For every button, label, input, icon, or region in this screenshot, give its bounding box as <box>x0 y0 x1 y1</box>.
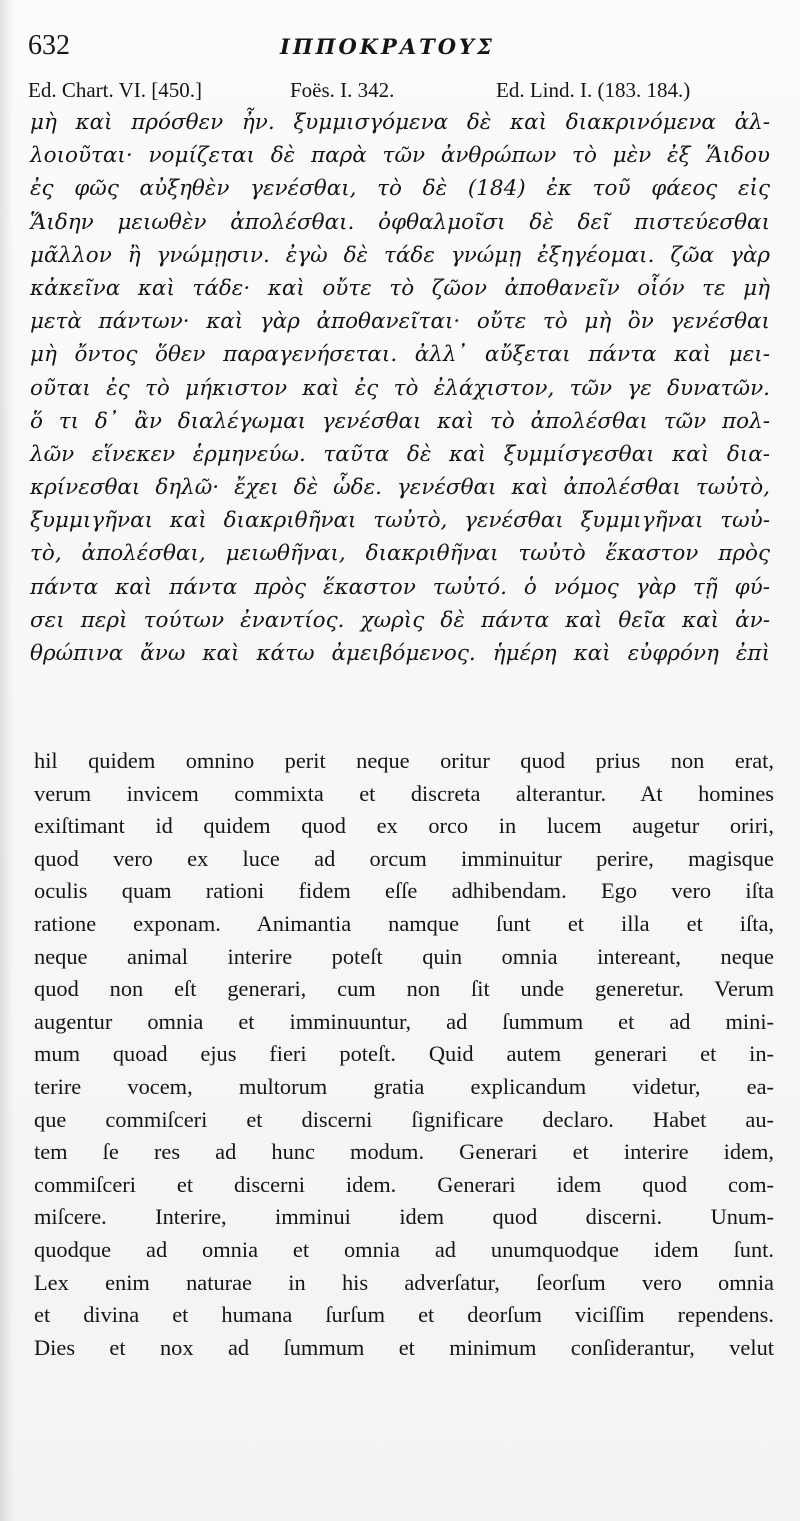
latin-text-line: ratione exponam. Animantia namque ſunt et illa et iſta, <box>34 910 774 936</box>
greek-text-line: πάντα καὶ πάντα πρὸς ἕκαστον τωὐτό. ὁ νόμος γὰρ τῇ φύ- <box>30 574 770 600</box>
greek-text-line: ὅ τι δ᾽ ἂν διαλέγωμαι γενέσθαι καὶ τὸ ἀπολέσθαι τῶν πολ- <box>30 408 770 434</box>
latin-text-line: commiſceri et discerni idem. Generari idem quod com- <box>34 1171 774 1197</box>
edition-linden: Ed. Lind. I. (183. 184.) <box>496 78 691 102</box>
greek-text-line: τὸ, ἀπολέσθαι, μειωθῆναι, διακριθῆναι τωὐτὸ ἕκαστον πρὸς <box>30 541 770 567</box>
greek-text-line: μετὰ πάντων· καὶ γὰρ ἀποθανεῖται· οὔτε τὸ μὴ ὂν γενέσθαι <box>30 309 770 335</box>
greek-text-line: κρίνεσθαι δηλῶ· ἔχει δὲ ὧδε. γενέσθαι καὶ ἀπολέσθαι τωὐτὸ, <box>30 475 770 501</box>
greek-text-line: σει περὶ τούτων ἐναντίος. χωρὶς δὲ πάντα καὶ θεῖα καὶ ἀν- <box>30 607 770 633</box>
greek-text-line: λῶν εἵνεκεν ἑρμηνεύω. ταῦτα δὲ καὶ ξυμμίσγεσθαι καὶ δια- <box>30 441 770 467</box>
latin-text-line: neque animal interire poteſt quin omnia intereant, neque <box>34 943 774 969</box>
greek-text-line: ἐς φῶς αὐξηθὲν γενέσθαι, τὸ δὲ (184) ἐκ τοῦ φάεος εἰς <box>30 176 770 202</box>
greek-text-line: ξυμμιγῆναι καὶ διακριθῆναι τωὐτὸ, γενέσθαι ξυμμιγῆναι τωὐ- <box>30 508 770 534</box>
latin-text-line: que commiſceri et discerni ſignificare declaro. Habet au- <box>34 1106 774 1132</box>
latin-text-line: quodque ad omnia et omnia ad unumquodque idem ſunt. <box>34 1236 774 1262</box>
latin-text-line: tem ſe res ad hunc modum. Generari et interire idem, <box>34 1139 774 1165</box>
latin-text-line: verum invicem commixta et discreta alterantur. At homines <box>34 780 774 806</box>
greek-text-line: μὴ ὄντος ὅθεν παραγενήσεται. ἀλλ᾽ αὔξεται πάντα καὶ μει- <box>30 342 770 368</box>
latin-text-line: exiſtimant id quidem quod ex orco in lucem augetur oriri, <box>34 813 774 839</box>
latin-text-line: et divina et humana ſurſum et deorſum viciſſim rependens. <box>34 1302 774 1328</box>
latin-text-line: mum quoad ejus fieri poteſt. Quid autem generari et in- <box>34 1041 774 1067</box>
latin-text-line: quod vero ex luce ad orcum imminuitur perire, magisque <box>34 845 774 871</box>
edition-foesius: Foës. I. 342. <box>290 78 395 102</box>
page-number: 632 <box>28 30 70 61</box>
greek-text-block <box>30 106 770 670</box>
latin-text-block <box>34 745 774 1364</box>
page-header <box>28 30 768 68</box>
latin-text-line: quod non eſt generari, cum non ſit unde generetur. Verum <box>34 976 774 1002</box>
greek-text-line: μᾶλλον ἢ γνώμῃσιν. ἐγὼ δὲ τάδε γνώμῃ ἐξηγέομαι. ζῶα γὰρ <box>30 242 770 268</box>
latin-text-line: oculis quam rationi fidem eſſe adhibendam. Ego vero iſta <box>34 878 774 904</box>
running-title: ΙΠΠΟΚΡΑΤΟΥΣ <box>280 34 495 59</box>
greek-text-line: μὴ καὶ πρόσθεν ἦν. ξυμμισγόμενα δὲ καὶ διακρινόμενα ἀλ- <box>30 110 770 135</box>
greek-text-line: θρώπινα ἄνω καὶ κάτω ἀμειβόμενος. ἡμέρη καὶ εὐφρόνη ἐπὶ <box>30 641 770 666</box>
latin-text-line: hil quidem omnino perit neque oritur quod prius non erat, <box>34 748 774 773</box>
edition-chartier: Ed. Chart. VI. [450.] <box>28 78 202 102</box>
greek-text-line: κἀκεῖνα καὶ τάδε· καὶ οὔτε τὸ ζῶον ἀποθανεῖν οἷόν τε μὴ <box>30 275 770 301</box>
latin-text-line: miſcere. Interire, imminui idem quod discerni. Unum- <box>34 1204 774 1230</box>
greek-text-line: λοιοῦται· νομίζεται δὲ παρὰ τῶν ἀνθρώπων τὸ μὲν ἐξ Ἅιδου <box>30 143 770 169</box>
greek-text-line: οῦται ἐς τὸ μήκιστον καὶ ἐς τὸ ἐλάχιστον, τῶν γε δυνατῶν. <box>30 375 770 401</box>
latin-text-line: Lex enim naturae in his adverſatur, ſeorſum vero omnia <box>34 1269 774 1295</box>
latin-text-line: augentur omnia et imminuuntur, ad ſummum et ad mini- <box>34 1008 774 1034</box>
latin-text-line: Dies et nox ad ſummum et minimum conſiderantur, velut <box>34 1334 774 1360</box>
latin-text-line: terire vocem, multorum gratia explicandum videtur, ea- <box>34 1073 774 1099</box>
greek-text-line: Ἅιδην μειωθὲν ἀπολέσθαι. ὀφθαλμοῖσι δὲ δεῖ πιστεύεσθαι <box>30 209 770 235</box>
